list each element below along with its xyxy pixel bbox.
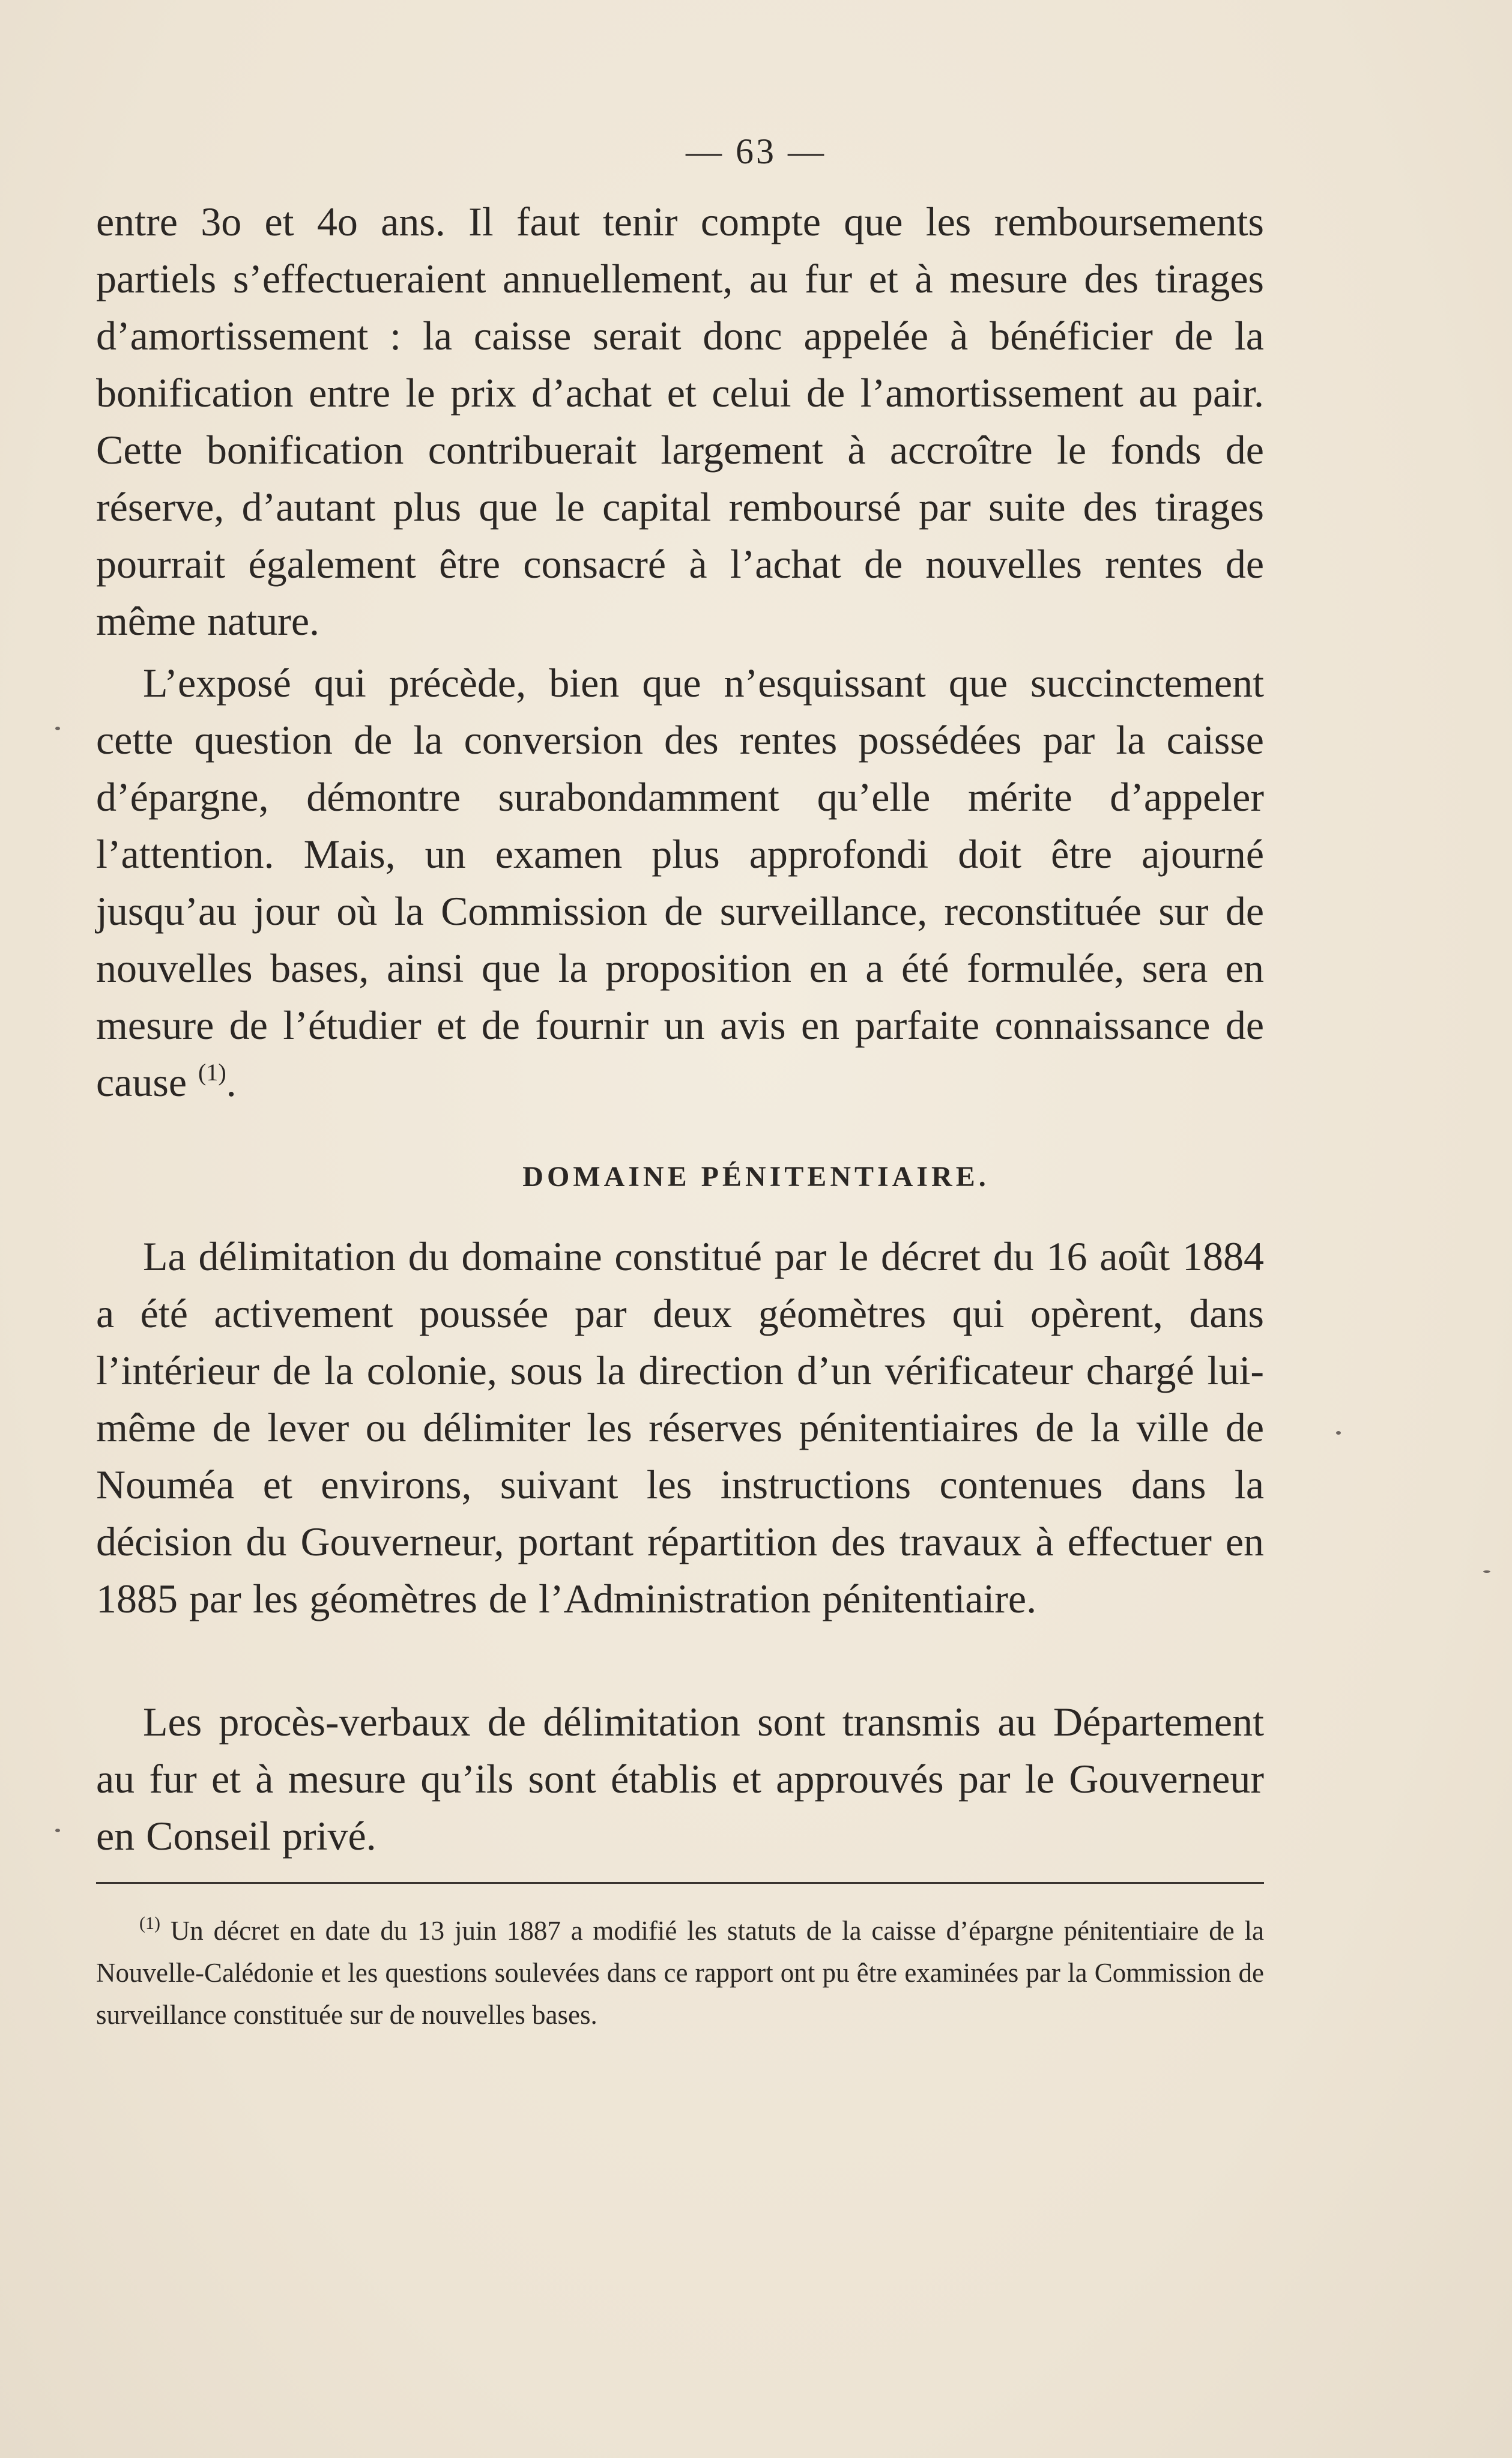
body-paragraph-1-container bbox=[96, 193, 1264, 650]
body-paragraph-3-container bbox=[96, 1228, 1264, 1627]
paper-speck bbox=[55, 1829, 60, 1832]
section-heading: DOMAINE PÉNITENTIAIRE. bbox=[522, 1161, 990, 1193]
footnote-text: Un décret en date du 13 juin 1887 a modifié les statuts de la caisse d’épargne pénitentiaire de la Nouvelle-Calédonie et les questions soulevées dans ce rapport ont pu être examinées par la Commission de surveillance constituée sur de nouvelles bases. bbox=[96, 1916, 1264, 2030]
footnote-separator bbox=[96, 1882, 1264, 1884]
body-paragraph-1: entre 3o et 4o ans. Il faut tenir compte que les remboursements partiels s’effectueraient annuellement, au fur et à mesure des tirages d’amortissement : la caisse serait donc appelée à bénéficier de la bonification entre le prix d’achat et celui de l’amortissement au pair. Cette bonification contribuerait largement à accroître le fonds de réserve, d’autant plus que le capital remboursé par suite des tirages pourrait également être consacré à l’achat de nouvelles rentes de même nature. bbox=[96, 199, 1264, 644]
footnote-reference[interactable]: (1) bbox=[198, 1059, 226, 1086]
body-paragraph-4-container bbox=[96, 1694, 1264, 1865]
footnote-marker: (1) bbox=[139, 1913, 160, 1933]
paper-speck bbox=[1336, 1431, 1341, 1435]
paper-speck bbox=[1483, 1570, 1490, 1573]
body-paragraph-3: La délimitation du domaine constitué par le décret du 16 août 1884 a été activement poussée par deux géomètres qui opèrent, dans l’intérieur de la colonie, sous la direction d’un vérificateur chargé lui-même de lever ou délimiter les réserves pénitentiaires de la ville de Nouméa et environs, suivant les instructions contenues dans la décision du Gouverneur, portant répartition des travaux à effectuer en 1885 par les géomètres de l’Administration pénitentiaire. bbox=[96, 1234, 1264, 1621]
paper-speck bbox=[55, 727, 60, 730]
body-paragraph-2-end: . bbox=[226, 1059, 237, 1105]
body-paragraph-4: Les procès-verbaux de délimitation sont transmis au Département au fur et à mesure qu’ils sont établis et approuvés par le Gouverneur en Conseil privé. bbox=[96, 1699, 1264, 1859]
body-paragraph-2 bbox=[96, 655, 1264, 1111]
body-paragraph-2-text: L’exposé qui précède, bien que n’esquissant que succinctement cette question de la conversion des rentes possédées par la caisse d’épargne, démontre surabondamment qu’elle mérite d’appeler l’attention. Mais, un examen plus approfondi doit être ajourné jusqu’au jour où la Commission de surveillance, reconstituée sur de nouvelles bases, ainsi que la proposition en a été formulée, sera en mesure de l’étudier et de fournir un avis en parfaite connaissance de cause bbox=[96, 660, 1264, 1105]
footnote bbox=[96, 1910, 1264, 2036]
body-paragraph-2-container bbox=[96, 655, 1264, 1111]
page-number: — 63 — bbox=[686, 132, 826, 171]
